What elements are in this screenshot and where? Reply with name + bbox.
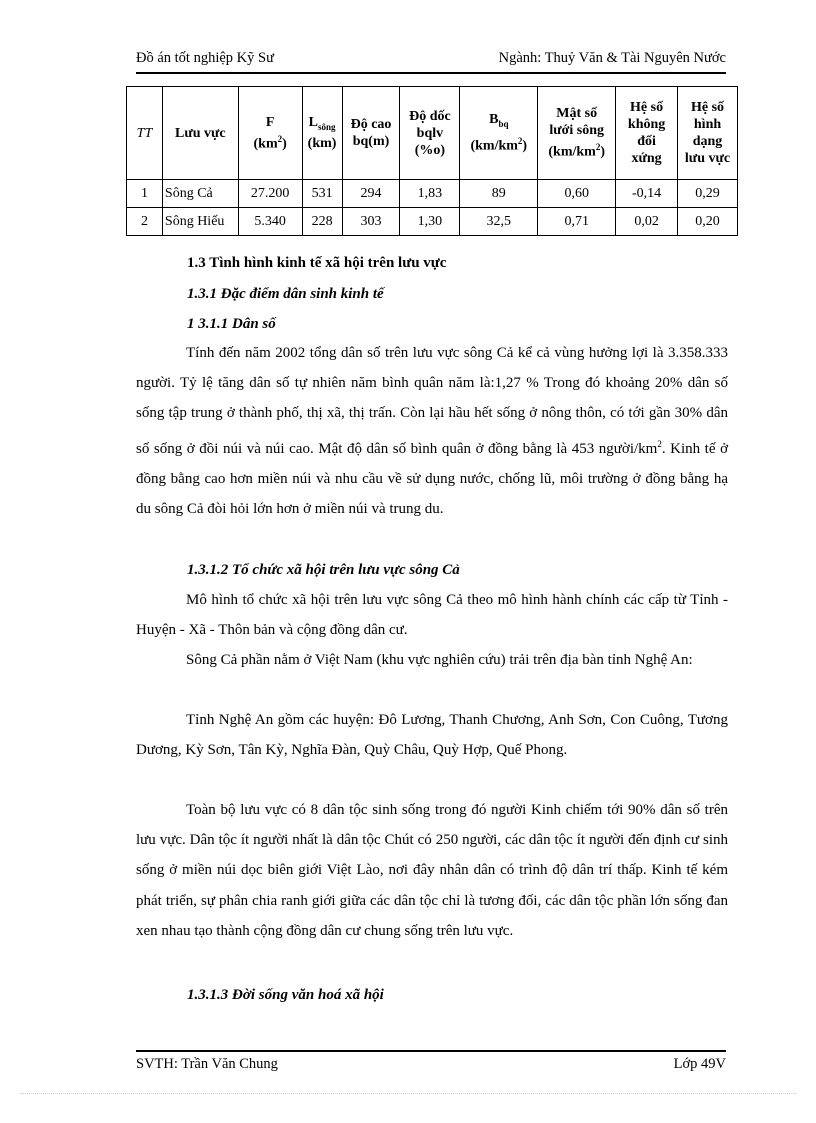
cell-area: 27.200 bbox=[238, 180, 302, 208]
cell-density: 0,60 bbox=[538, 180, 616, 208]
col-width: $B_{bq}$ $(km/km^2)$ bbox=[460, 87, 538, 180]
paragraph-districts: Tỉnh Nghệ An gồm các huyện: Đô Lương, Thanh Chương, Anh Sơn, Con Cuông, Tương Dương, Kỳ Sơn, Tân Kỳ, Nghĩa Đàn, Quỳ Châu, Quỳ Hợp, Quế Phong. bbox=[136, 712, 728, 759]
cell-basin: Sông Cả bbox=[162, 180, 238, 208]
heading-1-3-1: 1.3.1 Đặc điểm dân sinh kinh tế bbox=[187, 286, 384, 302]
cell-tt: 1 bbox=[127, 180, 163, 208]
table-row bbox=[127, 208, 738, 236]
cell-asymmetry: -0,14 bbox=[616, 180, 678, 208]
col-asymmetry: Hệ số không đối xứng bbox=[616, 87, 678, 180]
page-bottom-dotted-line bbox=[20, 1093, 796, 1094]
cell-length: 531 bbox=[302, 180, 342, 208]
footer-class: Lớp 49V bbox=[673, 1056, 726, 1072]
cell-tt: 2 bbox=[127, 208, 163, 236]
cell-shape: 0,29 bbox=[678, 180, 738, 208]
heading-1-3-1-1: 1 3.1.1 Dân số bbox=[187, 316, 276, 332]
cell-basin: Sông Hiếu bbox=[162, 208, 238, 236]
page-header bbox=[136, 50, 726, 70]
cell-slope: 1,30 bbox=[400, 208, 460, 236]
cell-asymmetry: 0,02 bbox=[616, 208, 678, 236]
cell-shape: 0,20 bbox=[678, 208, 738, 236]
cell-elevation: 294 bbox=[342, 180, 400, 208]
header-left-text: Đồ án tốt nghiệp Kỹ Sư bbox=[136, 50, 274, 66]
cell-width: 89 bbox=[460, 180, 538, 208]
cell-slope: 1,83 bbox=[400, 180, 460, 208]
cell-density: 0,71 bbox=[538, 208, 616, 236]
cell-area: 5.340 bbox=[238, 208, 302, 236]
cell-width: 32,5 bbox=[460, 208, 538, 236]
heading-1-3-1-3: 1.3.1.3 Đời sống văn hoá xã hội bbox=[187, 987, 384, 1003]
cell-length: 228 bbox=[302, 208, 342, 236]
footer-rule bbox=[136, 1050, 726, 1052]
table-row bbox=[127, 180, 738, 208]
footer-author: SVTH: Trần Văn Chung bbox=[136, 1056, 278, 1072]
paragraph-ethnic-groups: Toàn bộ lưu vực có 8 dân tộc sinh sống trong đó người Kinh chiếm tới 90% dân số trên lưu vực. Dân tộc ít người nhất là dân tộc Chút có 250 người, các dân tộc ít người đến định cư sinh sống ở miền núi dọc biên giới Việt Lào, nơi đây nhân dân có trình độ dân trí thấp. Kinh tế kém phát triển, sự phân chia ranh giới giữa các dân tộc chỉ là tương đối, các dân tộc phần lớn sống đan xen nhau tạo thành cộng đồng dân cư chung sống trên lưu vực. bbox=[136, 802, 728, 939]
col-slope: Độ dốc bqlv (%o) bbox=[400, 87, 460, 180]
cell-elevation: 303 bbox=[342, 208, 400, 236]
col-area: F $(km^2)$ bbox=[238, 87, 302, 180]
heading-1-3: 1.3 Tình hình kinh tế xã hội trên lưu vực bbox=[187, 255, 447, 271]
header-right-text: Ngành: Thuỷ Văn & Tài Nguyên Nước bbox=[498, 50, 726, 66]
col-elevation: Độ cao bq(m) bbox=[342, 87, 400, 180]
paragraph-social-organization: Mô hình tổ chức xã hội trên lưu vực sông Cả theo mô hình hành chính các cấp từ Tỉnh - Huyện - Xã - Thôn bản và cộng đồng dân cư. bbox=[136, 592, 728, 639]
heading-1-3-1-2: 1.3.1.2 Tổ chức xã hội trên lưu vực sông Cả bbox=[187, 562, 460, 578]
paragraph-territory: Sông Cả phần nằm ở Việt Nam (khu vực nghiên cứu) trải trên địa bàn tỉnh Nghệ An: bbox=[186, 652, 693, 668]
col-basin: Lưu vực bbox=[162, 87, 238, 180]
col-shape: Hệ số hình dạng lưu vực bbox=[678, 87, 738, 180]
col-length: $L_{sông}$ (km) bbox=[302, 87, 342, 180]
header-rule bbox=[136, 72, 726, 74]
basin-parameters-table bbox=[126, 86, 738, 236]
paragraph-population: Tính đến năm 2002 tổng dân số trên lưu vực sông Cả kể cả vùng hưởng lợi là 3.358.333 người. Tỷ lệ tăng dân số tự nhiên năm bình quân năm là:1,27 % Trong đó khoảng 20% dân số sống tập trung ở thành phố, thị xã, thị trấn. Còn lại hầu hết sống ở nông thôn, có tới gần 30% dân số sống ở đồi núi và núi cao. Mật độ dân số bình quân ở đồng bằng là 453 người/$km^2$. Kinh tế ở đồng bằng cao hơn miền núi và nhu cầu về sử dụng nước, chống lũ, môi trường ở đồng bằng hạ du sông Cả đòi hỏi lớn hơn ở miền núi và trung du. bbox=[136, 345, 728, 518]
col-density: Mật số lưới sông $(km/km^2)$ bbox=[538, 87, 616, 180]
col-tt: TT bbox=[127, 87, 163, 180]
table-header-row bbox=[127, 87, 738, 180]
